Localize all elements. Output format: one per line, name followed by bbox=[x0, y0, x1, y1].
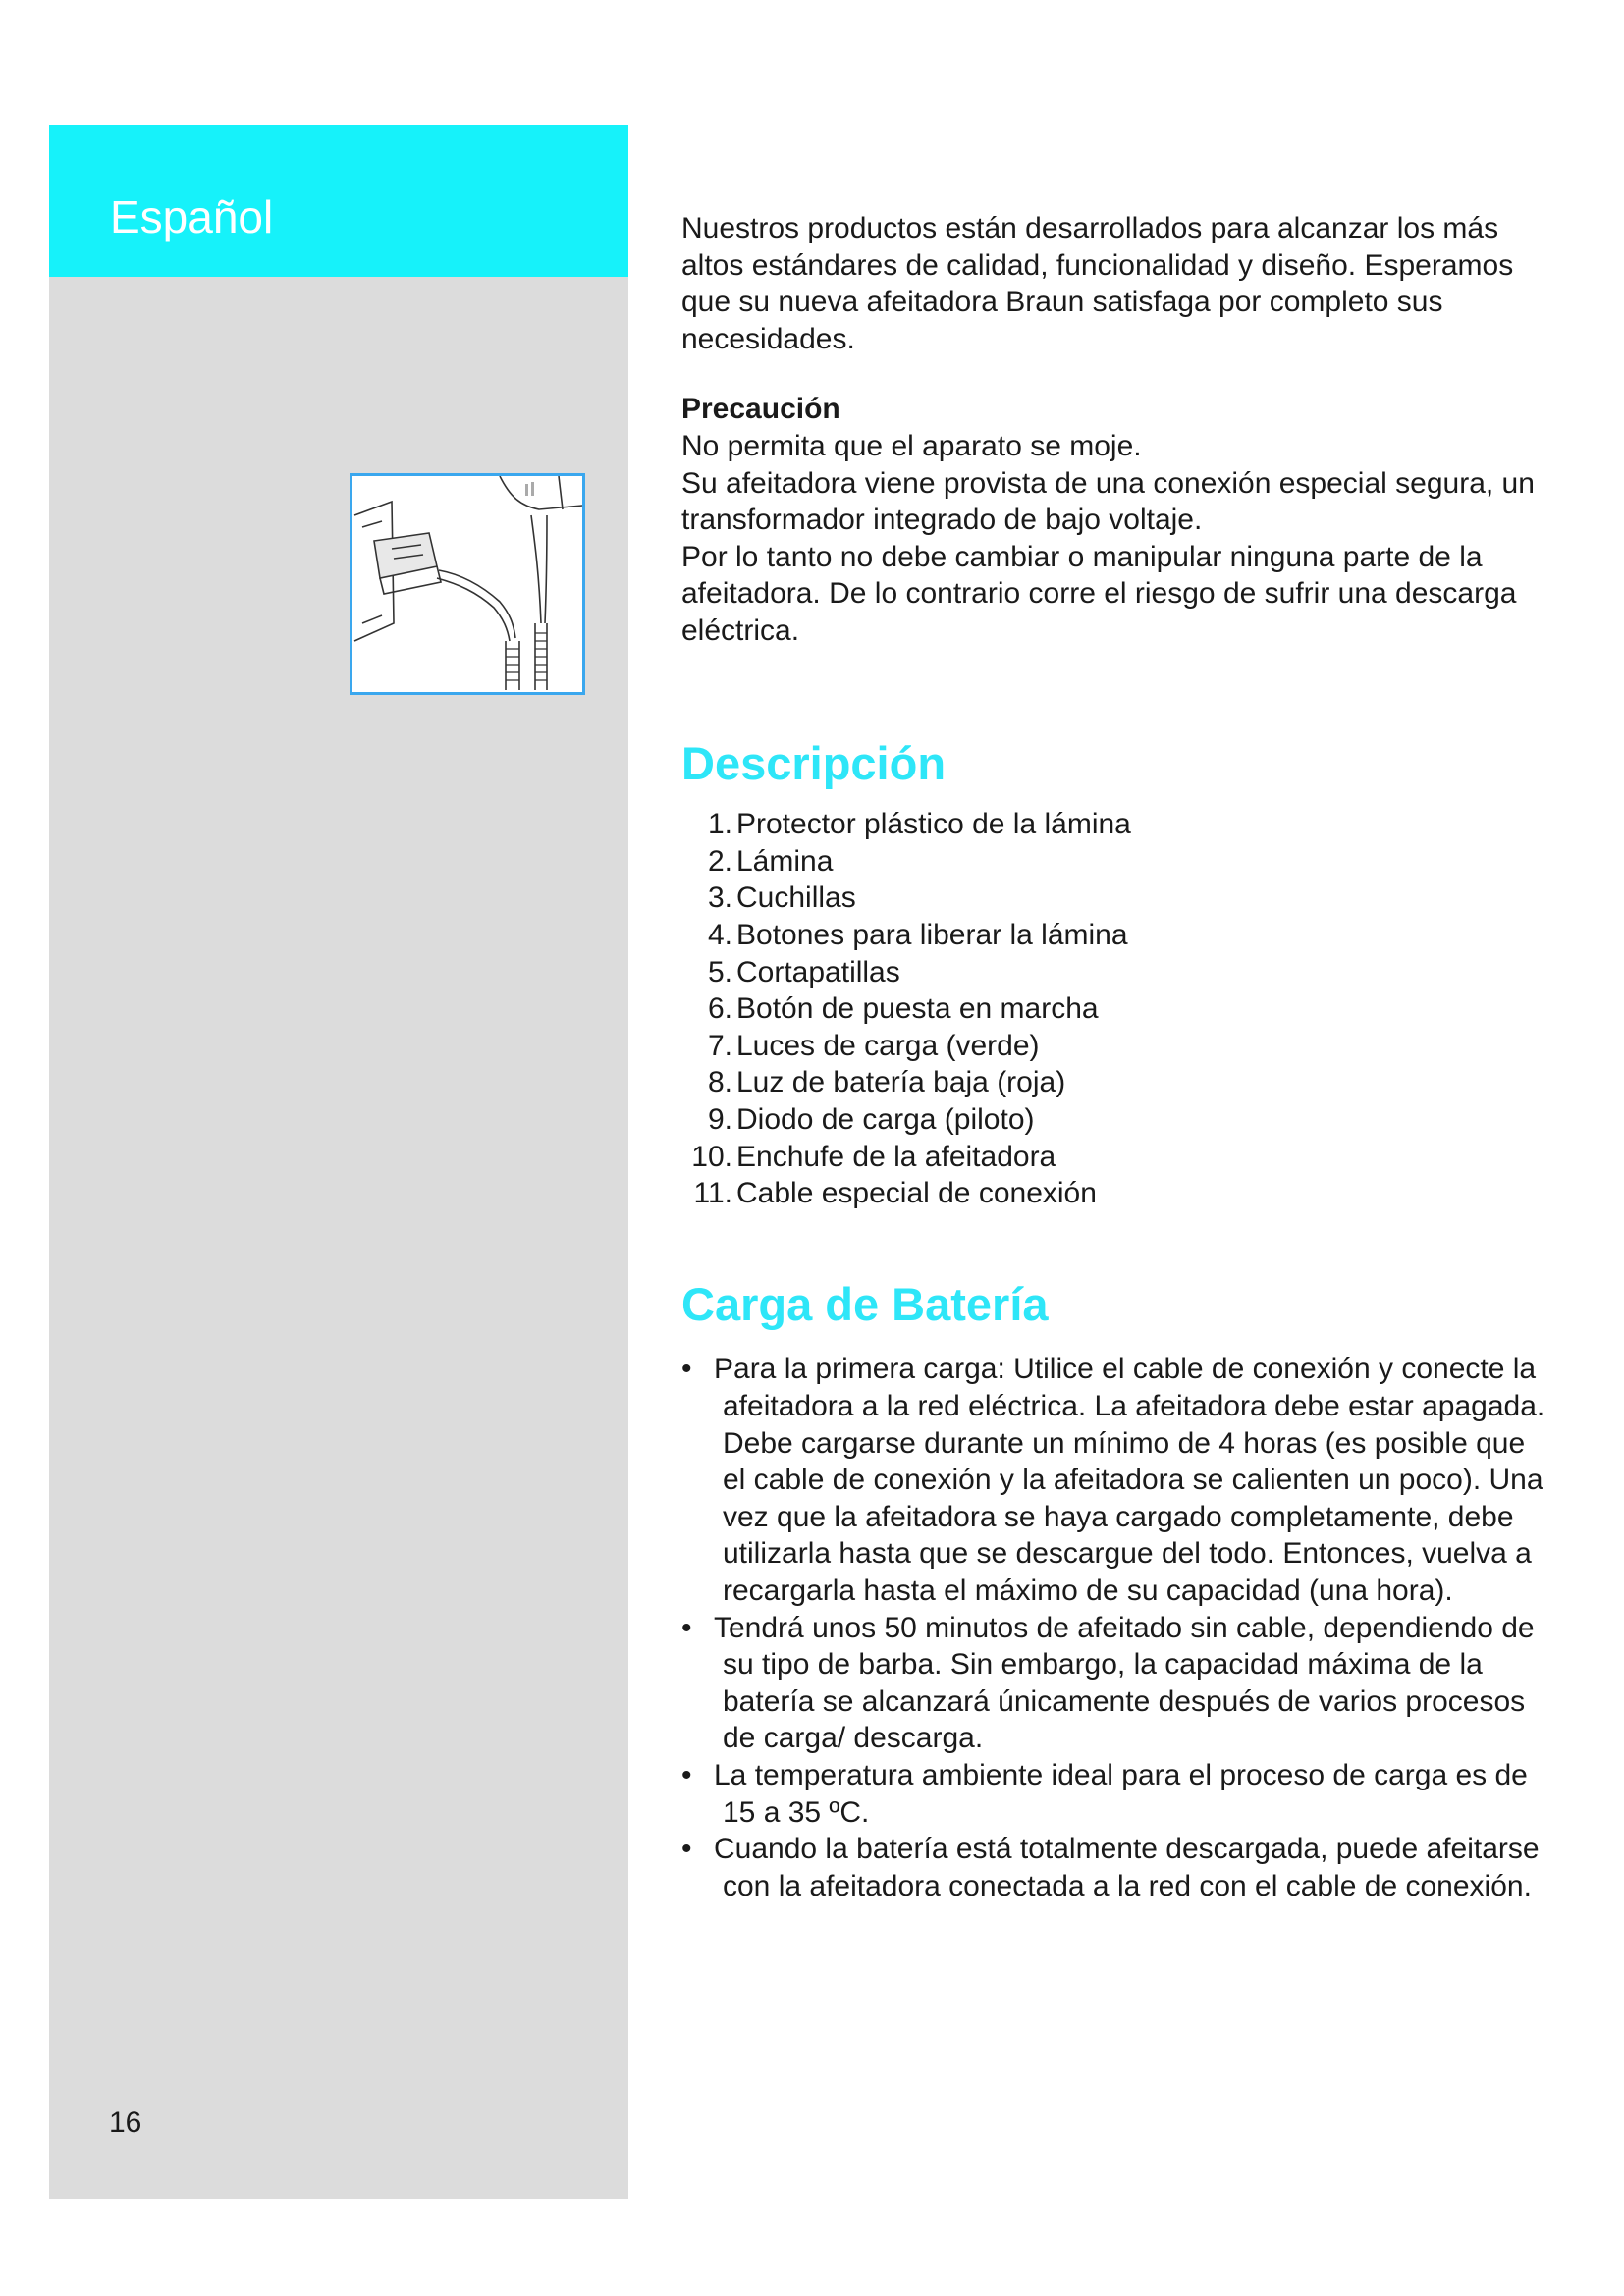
list-item bbox=[681, 1175, 1545, 1212]
bullet-text: • Tendrá unos 50 minutos de afeitado sin cable, dependiendo de su tipo de barba. Sin embargo, la capacidad máxima de la batería se alcanzará únicamente después de varios procesos de carga/ descarga. bbox=[714, 1611, 1535, 1755]
item-text: Cable especial de conexión bbox=[736, 1177, 1097, 1210]
item-number: 5. bbox=[707, 955, 732, 988]
item-text: Enchufe de la afeitadora bbox=[736, 1140, 1056, 1173]
item-number: 1. bbox=[707, 808, 732, 841]
bullet-item bbox=[681, 1610, 1545, 1757]
list-item bbox=[681, 843, 1545, 881]
item-number: 4. bbox=[707, 919, 732, 951]
bullet-item bbox=[681, 1757, 1545, 1831]
list-item bbox=[681, 954, 1545, 991]
item-number: 3. bbox=[707, 881, 732, 915]
item-number: 2. bbox=[707, 844, 732, 878]
language-title: Español bbox=[110, 191, 274, 242]
list-item bbox=[681, 917, 1545, 954]
list-item bbox=[681, 990, 1545, 1028]
item-text: Cortapatillas bbox=[736, 955, 900, 988]
list-item bbox=[681, 880, 1545, 917]
list-item bbox=[681, 1139, 1545, 1176]
item-number: 6. bbox=[707, 992, 732, 1026]
item-text: Protector plástico de la lámina bbox=[736, 808, 1131, 841]
intro-paragraph: Nuestros productos están desarrollados para alcanzar los más altos estándares de calidad, funcionalidad y diseño. Esperamos que su nueva afeitadora Braun satisfaga por completo sus necesidades. bbox=[681, 212, 1514, 355]
list-item bbox=[681, 1101, 1545, 1139]
caution-line: No permita que el aparato se moje. bbox=[681, 429, 1142, 462]
bullet-text: • La temperatura ambiente ideal para el proceso de carga es de 15 a 35 ºC. bbox=[714, 1758, 1528, 1829]
item-number: 11. bbox=[693, 1177, 732, 1210]
plug-icon bbox=[352, 476, 582, 692]
item-text: Cuchillas bbox=[736, 881, 856, 915]
item-text: Luz de batería baja (roja) bbox=[736, 1066, 1066, 1099]
main-content bbox=[681, 210, 1545, 1904]
item-number: 9. bbox=[707, 1102, 732, 1136]
caution-line: Su afeitadora viene provista de una conexión especial segura, un transformador integrado de bajo voltaje. bbox=[681, 466, 1535, 537]
list-item bbox=[681, 1028, 1545, 1065]
list-item bbox=[681, 1064, 1545, 1101]
charging-title: Carga de Batería bbox=[681, 1277, 1049, 1330]
list-item bbox=[681, 806, 1545, 843]
bullet-text: • Cuando la batería está totalmente descargada, puede afeitarse con la afeitadora conectada a la red con el cable de conexión. bbox=[714, 1833, 1540, 1902]
item-text: Botón de puesta en marcha bbox=[736, 992, 1099, 1026]
description-title: Descripción bbox=[681, 736, 947, 789]
caution-title: Precaución bbox=[681, 393, 840, 426]
bullet-text: • Para la primera carga: Utilice el cable de conexión y conecte la afeitadora a la red eléctrica. La afeitadora debe estar apagada. Debe cargarse durante un mínimo de 4 horas (es posible que el cable de conexión y la afeitadora se calienten un poco). Una vez que la afeitadora se haya cargado completamente, debe utilizarla hasta que se descargue del todo. Entonces, vuelva a recargarla hasta el máximo de su capacidad (una hora). bbox=[714, 1353, 1545, 1607]
item-number: 7. bbox=[707, 1029, 732, 1062]
item-text: Lámina bbox=[736, 844, 834, 878]
caution-section bbox=[681, 391, 1545, 649]
sidebar-panel bbox=[49, 125, 628, 2199]
plug-and-cord-illustration bbox=[350, 473, 585, 695]
page-number: 16 bbox=[109, 2107, 142, 2139]
bullet-item bbox=[681, 1351, 1545, 1609]
caution-line: Por lo tanto no debe cambiar o manipular ninguna parte de la afeitadora. De lo contrario corre el riesgo de sufrir una descarga eléctrica. bbox=[681, 540, 1517, 647]
bullet-item bbox=[681, 1831, 1545, 1904]
item-text: Botones para liberar la lámina bbox=[736, 919, 1128, 951]
item-text: Diodo de carga (piloto) bbox=[736, 1102, 1035, 1136]
charging-bullets bbox=[681, 1351, 1545, 1904]
item-number: 10. bbox=[691, 1140, 732, 1173]
parts-list bbox=[681, 806, 1545, 1212]
item-number: 8. bbox=[707, 1066, 732, 1099]
item-text: Luces de carga (verde) bbox=[736, 1029, 1040, 1062]
